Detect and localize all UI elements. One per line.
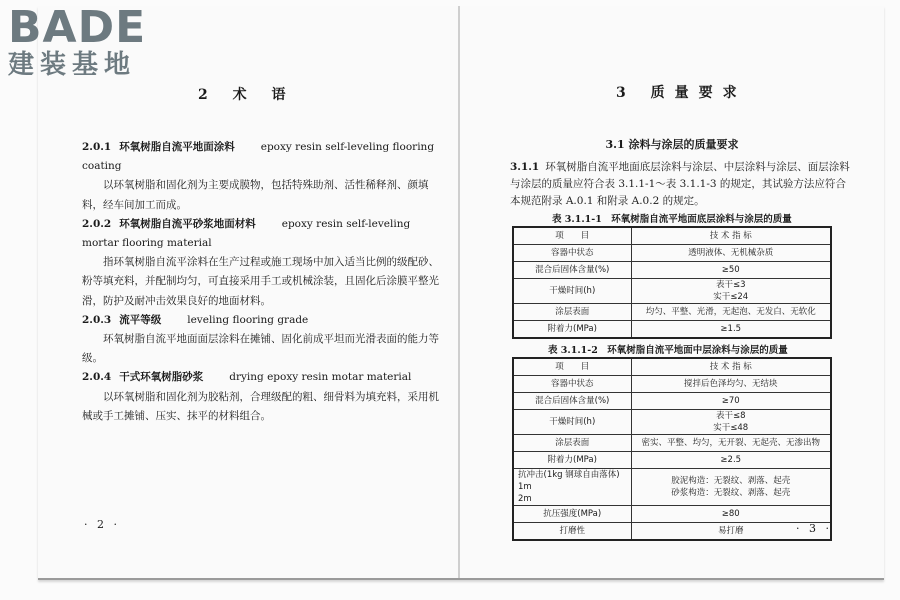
cell-spec: ≥2.5 — [631, 452, 831, 469]
cell-spec: 密实、平整、均匀，无开裂、无起壳、无渗出物 — [631, 435, 831, 452]
section-title: 3.1 涂料与涂层的质量要求 — [605, 138, 739, 151]
term-description: 指环氧树脂自流平涂料在生产过程或施工现场中加入适当比例的级配砂、粉等填充料，并配制均匀，可直接采用手工或机械涂装，且固化后涂膜平整光滑，防护及耐冲击效果良好的地面材料。 — [82, 256, 439, 307]
term-entry — [82, 368, 442, 387]
term-code: 2.0.2 — [82, 217, 112, 230]
cell-spec: ≥80 — [631, 506, 831, 523]
term-zh: 流平等级 — [119, 313, 162, 326]
header-spec: 技 术 指 标 — [631, 358, 831, 376]
table-header-row — [513, 227, 831, 245]
chapter-title: 3 质量要求 — [616, 85, 747, 101]
clause-code: 3.1.1 — [510, 161, 540, 173]
table-row — [513, 304, 831, 321]
cell-item: 涂层表面 — [513, 435, 631, 452]
term-zh: 环氧树脂自流平砂浆地面材料 — [119, 217, 256, 230]
table-header-row — [513, 358, 831, 376]
cell-spec: 表干≤3 实干≤24 — [631, 279, 831, 304]
table-row — [513, 393, 831, 410]
term-code: 2.0.1 — [82, 141, 112, 153]
cell-item: 混合后固体含量(%) — [513, 262, 631, 279]
table-row — [513, 376, 831, 393]
table-row — [513, 435, 831, 452]
term-en: epoxy resin self-leveling mortar flooring material — [82, 217, 411, 250]
spec-table-1 — [512, 226, 832, 339]
table-row — [513, 279, 831, 304]
cell-spec: 透明液体、无机械杂质 — [631, 245, 831, 262]
cell-item: 附着力(MPa) — [513, 452, 631, 469]
table-row — [513, 245, 831, 262]
cell-spec: 易打磨 — [631, 523, 831, 541]
header-item: 项 目 — [513, 358, 631, 376]
cell-item: 混合后固体含量(%) — [513, 393, 631, 410]
cell-item: 打磨性 — [513, 523, 631, 541]
table-row — [513, 262, 831, 279]
cell-spec: 胶泥构造：无裂纹、剥落、起壳 砂浆构造：无裂纹、剥落、起壳 — [631, 469, 831, 506]
cell-spec: 搅拌后色泽均匀、无结块 — [631, 376, 831, 393]
terms-list — [82, 138, 442, 426]
left-page — [38, 6, 458, 578]
header-spec: 技 术 指 标 — [631, 227, 831, 245]
page-number: · 3 · — [796, 522, 832, 535]
cell-item: 附着力(MPa) — [513, 321, 631, 339]
table-row — [513, 410, 831, 435]
cell-item: 抗压强度(MPa) — [513, 506, 631, 523]
cell-item: 容器中状态 — [513, 376, 631, 393]
term-zh: 干式环氧树脂砂浆 — [119, 371, 204, 384]
cell-item: 涂层表面 — [513, 304, 631, 321]
term-description: 以环氧树脂和固化剂为胶粘剂，合理级配的粗、细骨料为填充料，采用机械或手工摊铺、压实、抹平的材料组合。 — [82, 390, 439, 422]
header-item: 项 目 — [513, 227, 631, 245]
clause-text: 环氧树脂自流平地面底层涂料与涂层、中层涂料与涂层、面层涂料与涂层的质量应符合表 3.1.1-1～表 3.1.1-3 的规定，其试验方法应符合本规范附录 A.0.1 和附录 A.0.2 的规定。 — [510, 161, 850, 207]
cell-item: 干燥时间(h) — [513, 410, 631, 435]
chapter-title: 2 术 语 — [198, 87, 296, 103]
term-entry — [82, 138, 442, 176]
table-caption: 表 3.1.1-1 环氧树脂自流平地面底层涂料与涂层的质量 — [552, 214, 792, 225]
table-row — [513, 452, 831, 469]
term-code: 2.0.4 — [82, 371, 112, 384]
term-entry — [82, 311, 442, 330]
clause-paragraph — [510, 159, 856, 210]
cell-spec: ≥1.5 — [631, 321, 831, 339]
cell-spec: 表干≤8 实干≤48 — [631, 410, 831, 435]
term-entry — [82, 215, 442, 253]
cell-spec: ≥50 — [631, 262, 831, 279]
logo-subtitle: 建装基地 — [8, 50, 137, 80]
table-row — [513, 469, 831, 506]
term-description: 以环氧树脂和固化剂为主要成膜物，包括特殊助剂、活性稀释剂、颜填料，经车间加工而成。 — [82, 179, 429, 211]
term-en: leveling flooring grade — [187, 313, 309, 326]
bade-logo — [8, 2, 178, 86]
term-en: drying epoxy resin motar material — [229, 371, 412, 384]
cell-spec: ≥70 — [631, 393, 831, 410]
table-row — [513, 523, 831, 541]
table-caption: 表 3.1.1-2 环氧树脂自流平地面中层涂料与涂层的质量 — [548, 345, 788, 356]
cell-item: 干燥时间(h) — [513, 279, 631, 304]
cell-spec: 均匀、平整、光滑，无起泡、无发白、无软化 — [631, 304, 831, 321]
term-en: epoxy resin self-leveling flooring coating — [82, 141, 435, 173]
spec-table-2 — [512, 357, 832, 541]
cell-item: 抗冲击(1kg 钢球自由落体) 1m 2m — [513, 469, 631, 506]
cell-item: 容器中状态 — [513, 245, 631, 262]
logo-wordmark: BADE — [8, 2, 147, 53]
table-row — [513, 506, 831, 523]
term-description: 环氧树脂自流平地面面层涂料在摊铺、固化前成平坦而光滑表面的能力等级。 — [82, 333, 439, 365]
term-code: 2.0.3 — [82, 313, 112, 326]
right-page — [460, 6, 884, 578]
page-number: · 2 · — [84, 518, 120, 531]
term-zh: 环氧树脂自流平地面涂料 — [119, 141, 235, 153]
table-row — [513, 321, 831, 339]
